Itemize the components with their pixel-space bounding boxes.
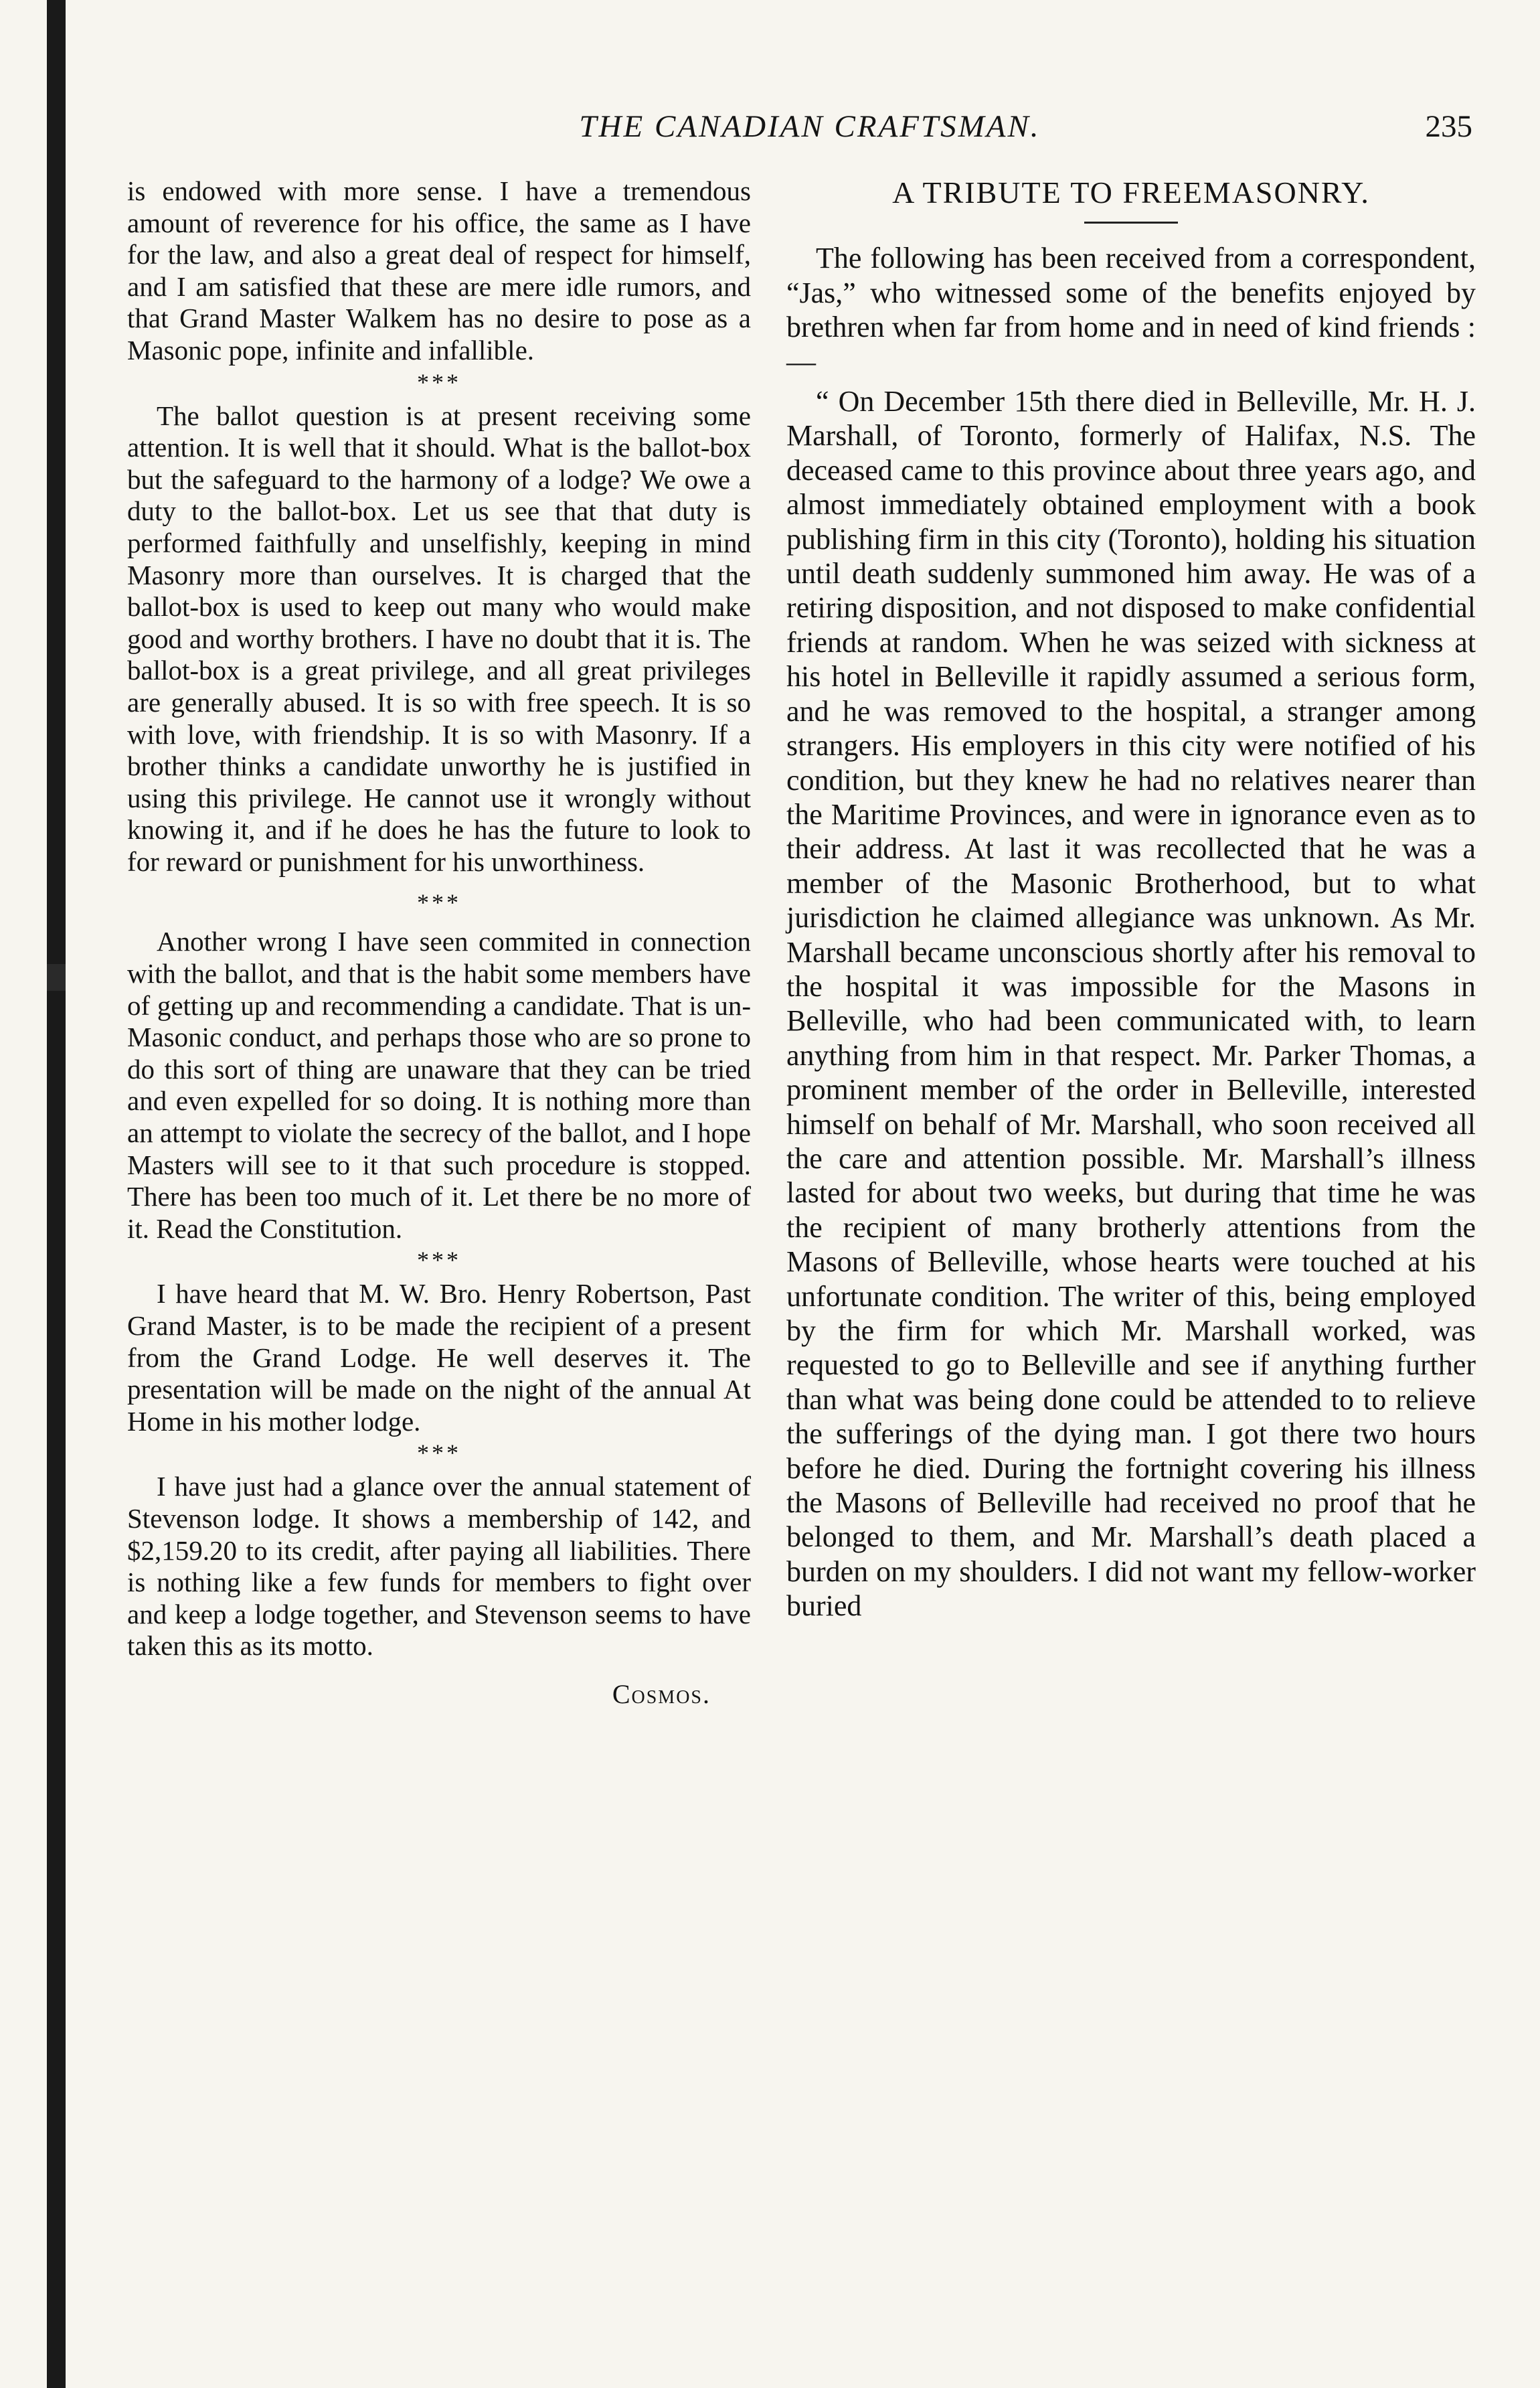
paragraph: I have heard that M. W. Bro. Henry Robertson, Past Grand Master, is to be made the recipient of a present from the Grand Lodge. He well deserves it. The presentation will be made on the night of the annual At Home in his mother lodge.	[127, 1278, 751, 1437]
left-column	[127, 175, 751, 1710]
article-title: A TRIBUTE TO FREEMASONRY.	[892, 175, 1370, 210]
asterism	[127, 370, 751, 395]
author-signature: Cosmos.	[612, 1678, 711, 1709]
binding-edge-gap	[47, 964, 66, 991]
asterism	[127, 890, 751, 915]
paragraph: is endowed with more sense. I have a tremendous amount of reverence for his office, the same as I have for the law, and also a great deal of respect for himself, and I am satisfied that these are mere idle rumors, and that Grand Master Walkem has no desire to pose as a Masonic pope, infinite and infallible.	[127, 175, 751, 366]
asterism-glyph: ***	[417, 1439, 461, 1467]
paragraph: I have just had a glance over the annual statement of Stevenson lodge. It shows a membership of 142, and $2,159.20 to its credit, after paying all liabilities. There is nothing like a few funds for members to fight over and keep a lodge together, and Stevenson seems to have taken this as its motto.	[127, 1471, 751, 1662]
article-intro: The following has been received from a correspondent, “Jas,” who witnessed some of the benefits enjoyed by brethren when far from home and in need of kind friends :—	[786, 242, 1476, 378]
page-header	[147, 108, 1472, 155]
title-rule	[1084, 222, 1178, 224]
asterism-glyph: ***	[417, 1247, 461, 1274]
paragraph: The ballot question is at present receiving some attention. It is well that it should. What is the ballot-box but the safeguard to the harmony of a lodge? We owe a duty to the ballot-box. Let us see that that duty is performed faithfully and unselfishly, keeping in mind Masonry more than ourselves. It is charged that the ballot-box is used to keep out many who would make good and worthy brothers. I have no doubt that it is. The ballot-box is a great privilege, and all great privileges are generally abused. It is so with free speech. It is so with love, with friendship. It is so with Masonry. If a brother thinks a candidate unworthy he is justified in using this privilege. He cannot use it wrongly without knowing it, and if he does he has the future to look to for reward or punishment for his unworthiness.	[127, 400, 751, 877]
right-column	[786, 175, 1476, 1623]
article-body: “ On December 15th there died in Belleville, Mr. H. J. Marshall, of Toronto, formerly of Halifax, N.S. The deceased came to this province about three years ago, and almost immediately obtained employment with a book publishing firm in this city (Toronto), holding his situation until death suddenly summoned him away. He was of a retiring disposition, and not disposed to make confidential friends at random. When he was seized with sickness at his hotel in Belleville it rapidly assumed a serious form, and he was removed to the hospital, a stranger among strangers. His employers in this city were notified of his condition, but they knew he had no relatives nearer than the Maritime Provinces, and were in ignorance even as to their address. At last it was recollected that he was a member of the Masonic Brotherhood, but to what jurisdiction he claimed allegiance was unknown. As Mr. Marshall became unconscious shortly after his removal to the hospital it was impossible for the Masons in Belleville, who had been communicated with, to learn anything from him in that respect. Mr. Parker Thomas, a prominent member of the order in Belleville, interested himself on behalf of Mr. Marshall, who soon received all the care and attention possible. Mr. Marshall’s illness lasted for about two weeks, but during that time he was the recipient of many brotherly attentions from the Masons of Belleville, whose hearts were touched at his unfortunate condition. The writer of this, being employed by the firm for which Mr. Marshall worked, was requested to go to Belleville and see if anything further than what was being done could be attended to to relieve the sufferings of the dying man. I got there two hours before he died. During the fortnight covering his illness the Masons of Belleville had received no proof that he belonged to them, and Mr. Marshall’s death placed a burden on my shoulders. I did not want my fellow-worker buried	[786, 385, 1476, 1623]
asterism-glyph: ***	[417, 889, 461, 917]
running-title: THE CANADIAN CRAFTSMAN.	[579, 109, 1041, 144]
binding-edge	[47, 0, 66, 2388]
page-number: 235	[1425, 109, 1472, 144]
asterism-glyph: ***	[417, 368, 461, 396]
asterism	[127, 1247, 751, 1273]
paragraph: Another wrong I have seen commited in connection with the ballot, and that is the habit some members have of getting up and recommending a candidate. That is un-Masonic conduct, and perhaps those who are so prone to do this sort of thing are unaware that they can be tried and even expelled for so doing. It is nothing more than an attempt to violate the secrecy of the ballot, and I hope Masters will see to it that such procedure is stopped. There has been too much of it. Let there be no more of it. Read the Constitution.	[127, 926, 751, 1244]
asterism	[127, 1440, 751, 1465]
